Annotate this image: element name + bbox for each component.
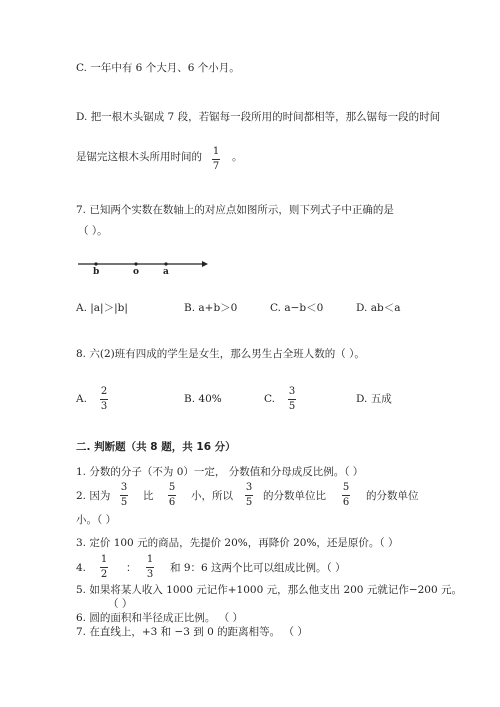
fraction-denominator: 5 [120, 497, 128, 508]
q8-option-b: B. 40% [184, 393, 222, 405]
fraction-bar [100, 399, 108, 400]
judge-item-5-paren: （ ） [108, 598, 133, 610]
fraction-denominator: 5 [288, 401, 296, 412]
fraction-denominator: 3 [100, 401, 108, 412]
fraction-denominator: 3 [146, 569, 154, 580]
judge-item-2-part-b: 比 [143, 490, 154, 502]
judge-item-7: 7. 在直线上，+3 和 −3 到 0 的距离相等。 （ ） [76, 626, 308, 638]
fraction-numerator: 2 [100, 386, 108, 397]
fraction-bar [100, 567, 108, 568]
fraction-bar [288, 399, 296, 400]
fraction-denominator: 6 [342, 497, 350, 508]
fraction-numerator: 1 [146, 554, 154, 565]
judge-item-4-colon: ： [126, 562, 137, 574]
number-line-arrow [202, 261, 208, 267]
q6-option-d-line1: D. 把一根木头锯成 7 段，若锯每一段所用的时间都相等，那么锯每一段的时间 [76, 111, 441, 123]
q7-stem: 7. 已知两个实数在数轴上的对应点如图所示，则下列式子中正确的是 [76, 204, 394, 216]
judge-item-4-part-b: 和 9：6 这两个比可以组成比例。（ ） [170, 562, 346, 574]
judge-item-4-fraction-2 [146, 554, 154, 581]
judge-item-2-fraction-1 [120, 482, 128, 509]
q6-fraction [212, 146, 220, 173]
q8-stem: 8. 六(2)班有四成的学生是女生，那么男生占全班人数的（ ）。 [76, 348, 365, 360]
q7-answer-paren: （ ）。 [78, 225, 108, 237]
fraction-bar [342, 495, 350, 496]
fraction-bar [212, 159, 220, 160]
q7-option-a: A. |a|＞|b| [76, 302, 128, 314]
judge-item-4-fraction-1 [100, 554, 108, 581]
judge-item-2-line2: 小。（ ） [76, 514, 117, 526]
fraction-numerator: 3 [288, 386, 296, 397]
q8-option-a-fraction [100, 386, 108, 413]
fraction-numerator: 1 [100, 554, 108, 565]
judge-item-6: 6. 圆的面积和半径成正比例。 （ ） [76, 612, 244, 624]
q6-option-d-end: 。 [232, 151, 243, 163]
fraction-numerator: 3 [120, 482, 128, 493]
judge-item-1: 1. 分数的分子（不为 0）一定， 分数值和分母成反比例。（ ） [76, 466, 364, 478]
fraction-numerator: 1 [212, 146, 220, 157]
judge-item-2-fraction-4 [342, 482, 350, 509]
judge-item-2-part-c: 小，所以 [191, 490, 233, 502]
axis-label-o: o [133, 267, 140, 277]
fraction-denominator: 6 [168, 497, 176, 508]
judge-item-2-part-e: 的分数单位 [366, 490, 419, 502]
judge-item-2-fraction-2 [168, 482, 176, 509]
fraction-denominator: 2 [100, 569, 108, 580]
q7-option-b: B. a+b＞0 [184, 302, 238, 314]
q7-option-d: D. ab＜a [356, 302, 401, 314]
q8-option-d: D. 五成 [356, 393, 392, 405]
fraction-denominator: 7 [212, 161, 220, 172]
q7-option-c: C. a−b＜0 [270, 302, 324, 314]
section2-title: 二. 判断题（共 8 题，共 16 分） [76, 441, 236, 453]
judge-item-4-part-a: 4. [76, 562, 87, 574]
judge-item-2-part-d: 的分数单位比 [263, 490, 326, 502]
q6-option-d-line2: 是锯完这根木头所用时间的 [76, 151, 202, 163]
judge-item-3: 3. 定价 100 元的商品，先提价 20%，再降价 20%，还是原价。（ ） [76, 537, 399, 549]
judge-item-2-part-a: 2. 因为 [76, 490, 111, 502]
q8-option-c-label: C. [264, 393, 275, 405]
axis-label-b: b [93, 267, 100, 277]
fraction-bar [120, 495, 128, 496]
fraction-numerator: 5 [342, 482, 350, 493]
fraction-denominator: 5 [245, 497, 253, 508]
q8-option-c-fraction [288, 386, 296, 413]
axis-label-a: a [163, 267, 169, 277]
fraction-numerator: 5 [168, 482, 176, 493]
judge-item-5: 5. 如果将某人收入 1000 元记作+1000 元，那么他支出 200 元就记作−200 元。 [76, 584, 463, 596]
q6-option-c: C. 一年中有 6 个大月、6 个小月。 [76, 62, 240, 74]
judge-item-2-fraction-3 [245, 482, 253, 509]
fraction-numerator: 3 [245, 482, 253, 493]
fraction-bar [146, 567, 154, 568]
fraction-bar [168, 495, 176, 496]
fraction-bar [245, 495, 253, 496]
q8-option-a-label: A. [76, 393, 87, 405]
